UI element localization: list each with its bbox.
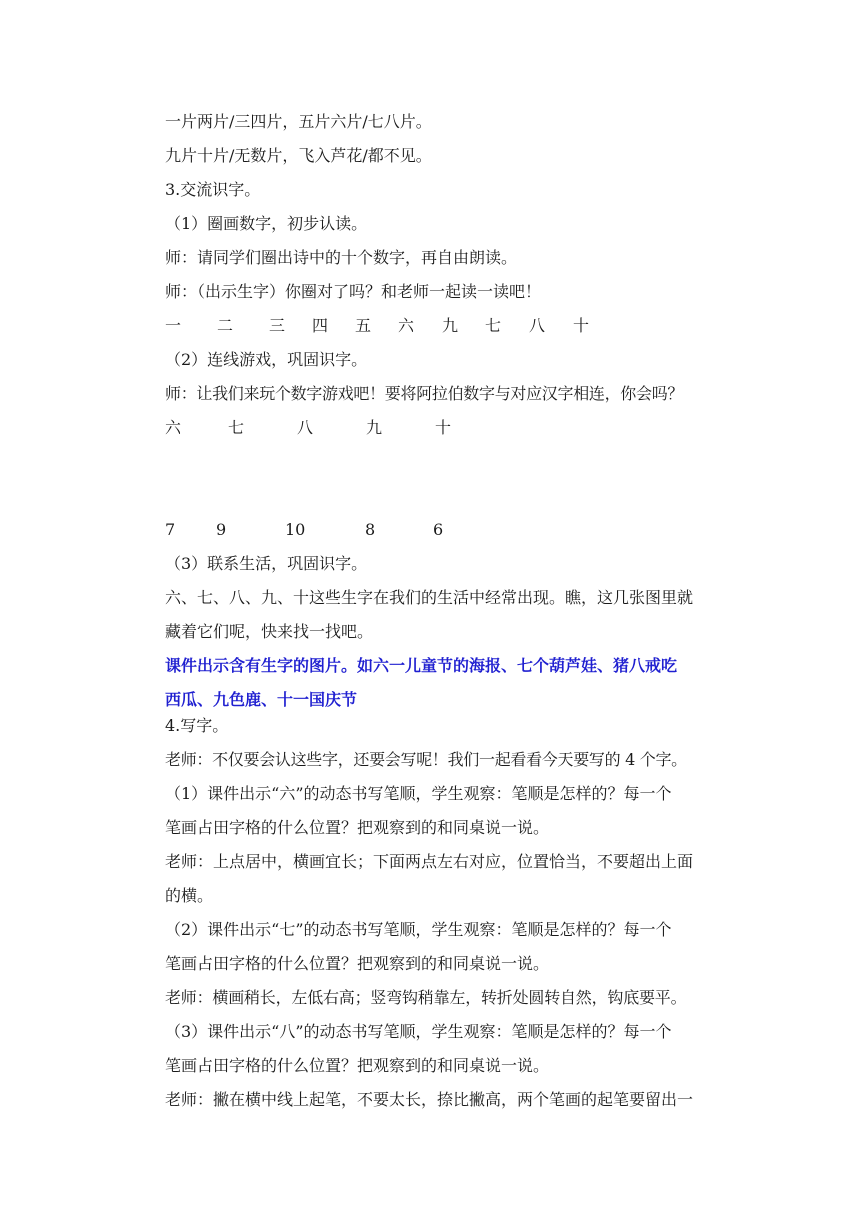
paragraph-line-2: 藏着它们呢，快来找一找吧。 [165, 622, 374, 641]
game-number: 9 [216, 520, 227, 539]
section-heading-4: 4.写字。 [165, 716, 229, 735]
writing-step-3-line-2: 笔画占田字格的什么位置？把观察到的和同桌说一说。 [165, 1056, 550, 1075]
writing-step-2-line-2: 笔画占田字格的什么位置？把观察到的和同桌说一说。 [165, 954, 550, 973]
character: 九 [442, 316, 459, 335]
teacher-note-2: 老师：横画稍长，左低右高；竖弯钩稍靠左，转折处圆转自然，钩底要平。 [165, 988, 687, 1007]
game-number: 7 [165, 520, 176, 539]
highlight-line-2: 西瓜、九色鹿、十一国庆节 [165, 690, 358, 709]
game-character: 七 [228, 418, 245, 437]
step-1-heading: （1）圈画数字，初步认读。 [165, 214, 368, 233]
step-3-heading: （3）联系生活，巩固识字。 [165, 554, 368, 573]
game-character: 九 [366, 418, 383, 437]
teacher-line-3: 师：让我们来玩个数字游戏吧！要将阿拉伯数字与对应汉字相连，你会吗？ [165, 384, 684, 403]
character-row [165, 316, 745, 336]
game-number: 8 [365, 520, 376, 539]
game-character: 六 [165, 418, 182, 437]
character: 八 [529, 316, 546, 335]
section-heading-3: 3.交流识字。 [165, 180, 261, 199]
game-number: 6 [433, 520, 444, 539]
writing-step-1-line-2: 笔画占田字格的什么位置？把观察到的和同桌说一说。 [165, 818, 550, 837]
game-character-row [165, 418, 745, 438]
character: 五 [355, 316, 372, 335]
game-character: 十 [435, 418, 452, 437]
character: 一 [165, 316, 182, 335]
teacher-line-2: 师：（出示生字）你圈对了吗？和老师一起读一读吧！ [165, 282, 542, 301]
teacher-note-1-line-1: 老师：上点居中，横画宜长；下面两点左右对应，位置恰当，不要超出上面 [165, 852, 694, 871]
poem-line-1: 一片两片/三四片，五片六片/七八片。 [165, 112, 432, 131]
character: 三 [269, 316, 286, 335]
character: 七 [485, 316, 502, 335]
character: 十 [573, 316, 590, 335]
step-2-heading: （2）连线游戏，巩固识字。 [165, 350, 368, 369]
teacher-line-4: 老师：不仅要会认这些字，还要会写呢！我们一起看看今天要写的 4 个字。 [165, 750, 687, 769]
character: 二 [217, 316, 234, 335]
writing-step-2-line-1: （2）课件出示“七”的动态书写笔顺，学生观察：笔顺是怎样的？每一个 [165, 920, 672, 939]
game-number: 10 [285, 520, 306, 539]
game-number-row [165, 520, 745, 540]
game-character: 八 [297, 418, 314, 437]
writing-step-1-line-1: （1）课件出示“六”的动态书写笔顺，学生观察：笔顺是怎样的？每一个 [165, 784, 672, 803]
teacher-note-3: 老师：撇在横中线上起笔，不要太长，捺比撇高，两个笔画的起笔要留出一 [165, 1090, 694, 1109]
poem-line-2: 九片十片/无数片，飞入芦花/都不见。 [165, 146, 432, 165]
teacher-line-1: 师：请同学们圈出诗中的十个数字，再自由朗读。 [165, 248, 518, 267]
character: 四 [312, 316, 329, 335]
highlight-line-1: 课件出示含有生字的图片。如六一儿童节的海报、七个葫芦娃、猪八戒吃 [165, 656, 678, 675]
writing-step-3-line-1: （3）课件出示“八”的动态书写笔顺，学生观察：笔顺是怎样的？每一个 [165, 1022, 672, 1041]
teacher-note-1-line-2: 的横。 [165, 886, 214, 905]
paragraph-line-1: 六、七、八、九、十这些生字在我们的生活中经常出现。瞧，这几张图里就 [165, 588, 694, 607]
character: 六 [398, 316, 415, 335]
